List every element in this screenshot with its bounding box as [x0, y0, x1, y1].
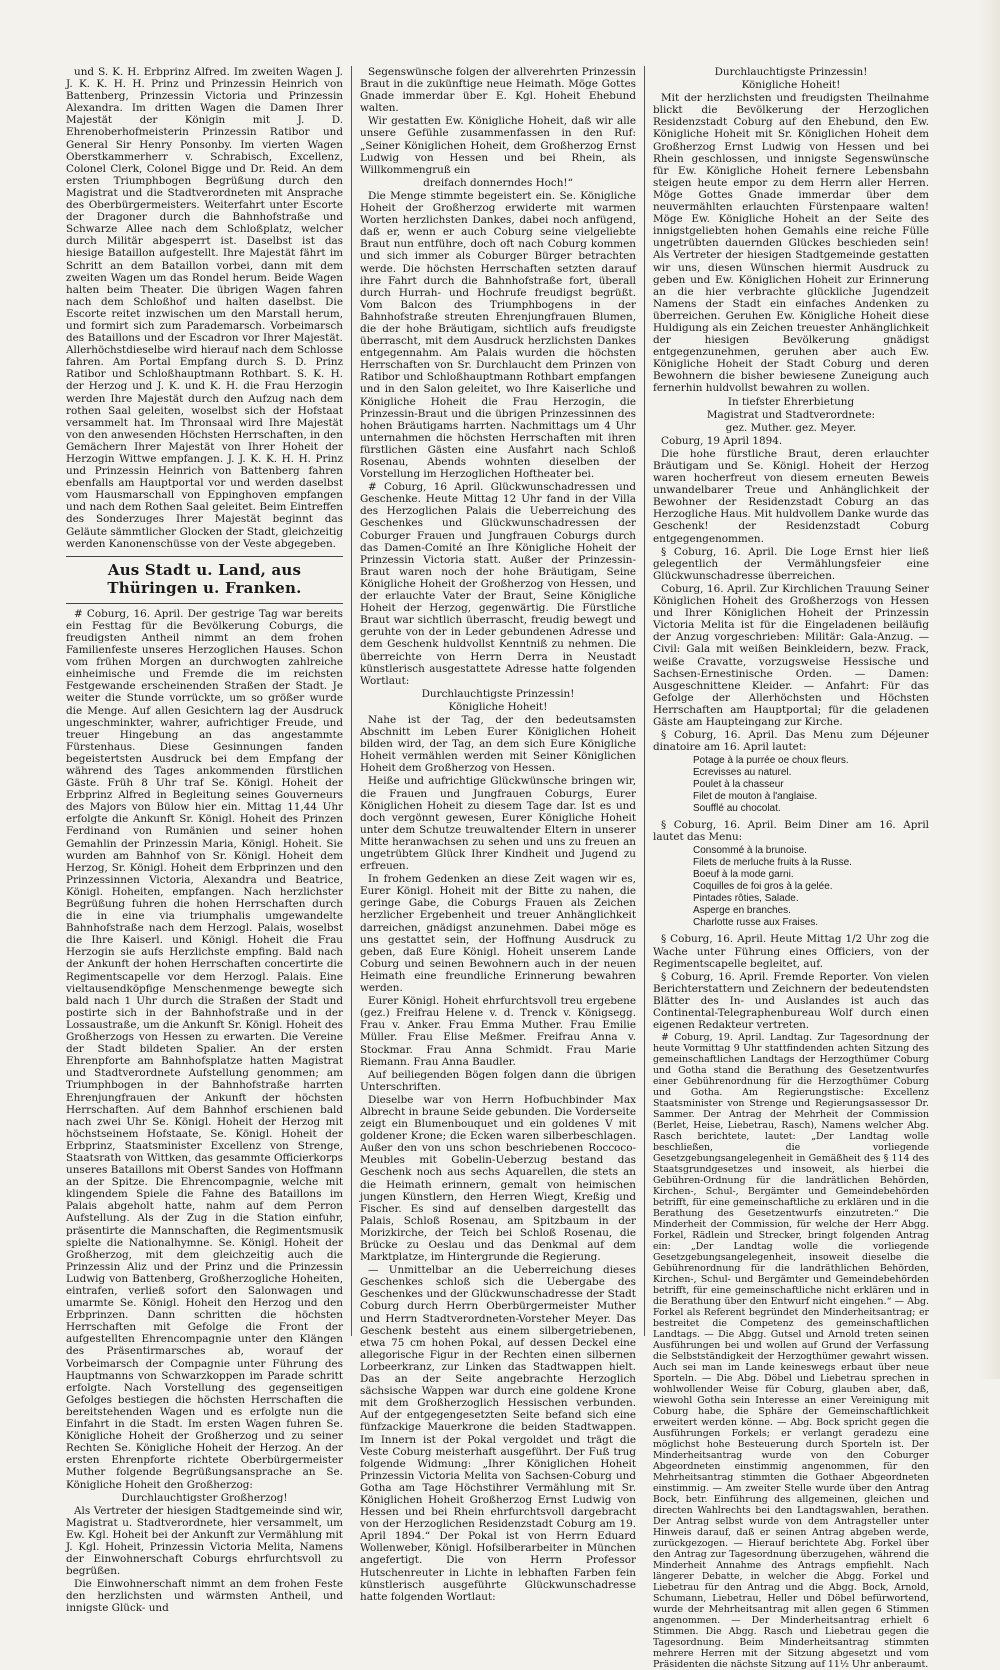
paragraph: und S. K. H. Erbprinz Alfred. Im zweiten Wagen J. J. K. K. H. H. Prinz und Prinzessin Heinrich von Battenberg, Prinzessin Victoria und Prinzessin Alexandra. Im dritten Wagen die Damen Ihrer Majestät der Königin mit J. D. Ehrenoberhofmeisterin Prinzessin Ratibor und General Sir Henry Ponsonby. Im vierten Wagen Oberstkammerherr v. Schrabisch, Excellenz, Colonel Clerk, Colonel Bigge und Dr. Reid. An dem ersten Triumphbogen Begrüßung durch den Magistrat und die Stadtverordneten mit Ansprache des Oberbürgermeisters. Weiterfahrt unter Escorte der Dragoner durch die Bahnhofstraße und Schwarze Allee nach dem Schloßplatz, welcher durch Militär abgesperrt ist. Daselbst ist das hiesige Bataillon aufgestellt. Ihre Majestät fährt im Schritt an dem Bataillon vorbei, dann mit dem zweiten Wagen um das Rondel herum. Beide Wagen halten beim Theater. Die übrigen Wagen fahren nach dem Schloßhof und halten daselbst. Die Escorte reitet inzwischen um den Marstall herum, und formirt sich zum Parademarsch. Vorbeimarsch des Bataillons und der Escadron vor Ihrer Majestät. Allerhöchstdieselbe wird hierauf nach dem Schlosse fahren. Am Portal Empfang durch S. D. Prinz Ratibor und Schloßhauptmann Rothbart. S. K. H. der Herzog und J. K. und K. H. die Frau Herzogin werden Ihre Majestät durch den Aufzug nach dem rothen Saal geleiten, woselbst sich der Hofstaat versammelt hat. Im Thronsaal wird Ihre Majestät von den anwesenden Höchsten Herrschaften, in den Gemächern Ihrer Majestät von Ihrer Hoheit der Herzogin Wittwe empfangen. J. J. K. K. H. H. Prinz und Prinzessin Heinrich von Battenberg fahren ebenfalls am Hauptportal vor und werden daselbst vom Hausmarschall von Eppinghoven empfangen und nach dem Rothen Saal geleitet. Beim Eintreffen des Sonderzuges Ihrer Majestät beginnt das Geläute sämmtlicher Glocken der Stadt, gleichzeitig werden Kanonenschüsse von der Veste abgegeben.: [66, 66, 343, 550]
menu-item: Pintades rôties, Salade.: [693, 893, 799, 905]
menu-item: Coquilles de foi gros à la gelée.: [693, 881, 833, 893]
paragraph: # Coburg, 16 April. Glückwunschadressen und Geschenke. Heute Mittag 12 Uhr fand in der Villa des Herzoglichen Palais die Ueberreichung des Geschenkes und Glückwunschadressen der Coburger Frauen und Jungfrauen Coburgs durch das Damen-Comité an Ihre Königliche Hoheit der Prinzessin Victoria statt. Außer der Prinzessin-Braut waren noch der hohe Bräutigam, Seine Königliche Hoheit der Großherzog von Hessen, und der erlauchte Vater der Braut, Seine Königliche Hoheit der Herzog, gegenwärtig. Die Fürstliche Braut war sichtlich überrascht, freudig bewegt und geruhte von der in Leder gebundenen Adresse und dem Geschenk huldvollst Kenntniß zu nehmen. Die überreichte von Herrn Derra in Neustadt künstlerisch ausgestattete Adresse hatte folgenden Wortlaut:: [360, 481, 636, 687]
menu-item: Potage à la purrée oe choux fleurs.: [693, 755, 849, 767]
column-3: [644, 66, 937, 1670]
paragraph: Heiße und aufrichtige Glückwünsche bringen wir, die Frauen und Jungfrauen Coburgs, Eurer Königlichen Hoheit zu diesem Tage dar. Ist es und doch vergönnt gewesen, Eurer Königliche Hoheit unter dem Schutze treuwaltender Eltern in unserer Mitte heranwachsen zu sehen und uns zu freuen an ungetrübtem Glück Ihrer Kindheit und Jugend zu erfreuen.: [360, 775, 636, 873]
paragraph: Als Vertreter der hiesigen Stadtgemeinde sind wir, Magistrat u. Stadtverordnete, hier versammelt, um Ew. Kgl. Hoheit bei der Ankunft zur Vermählung mit J. Kgl. Hoheit, Prinzessin Victoria Melita, Namens der Einwohnerschaft Coburgs ehrfurchtsvoll zu begrüßen.: [66, 1504, 343, 1578]
cheer-line: dreifach donnerndes Hoch!“: [423, 176, 573, 189]
closing: Coburg, 19 April 1894.: [661, 434, 783, 447]
paragraph: § Coburg, 16. April. Die Loge Ernst hier ließ gelegentlich der Vermählungsfeier eine Glückwunschadresse überreichen.: [653, 545, 929, 582]
paragraph: Mit der herzlichsten und freudigsten Theilnahme blickt die Bevölkerung der Herzoglichen Residenzstadt Coburg auf den Ehebund, den Ew. Königliche Hoheit mit Sr. Königlichen Hoheit dem Großherzog Ernst Ludwig von Hessen und bei Rhein geschlossen, und innigste Segenswünsche für Ew. Königliche Hoheit fernere Lebensbahn steigen heute empor zu dem Herrn aller Herren. Möge Gottes Gnade immerdar über dem neuvermählten erlauchten Fürstenpaare walten! Möge Ew. Königliche Hoheit an der Seite des innigstgeliebten hohen Gemahls eine reiche Fülle ungetrübten dauernden Glückes beschieden sein! Als Vertreter der hiesigen Stadtgemeinde gestatten wir uns, diesen Wünschen hiermit Ausdruck zu geben und Ew. Königlichen Hoheit zur Erinnerung an die hier verbrachte glückliche Jugendzeit Namens der Stadt ein einfaches Andenken zu überreichen. Geruhen Ew. Königliche Hoheit diese Huldigung als ein Zeichen treuester Anhänglichkeit der hiesigen Bevölkerung gnädigst entgegenzunehmen, geruhen aber auch Ew. Königliche Hoheit der Stadt Coburg und deren Bewohnern die bisher bewiesene Zuneigung auch fernerhin huldvollst bewahren zu wollen.: [653, 92, 929, 395]
menu-item: Filet de mouton à l'anglaise.: [693, 791, 818, 803]
divider: [66, 603, 343, 604]
menu-item: Filets de merluche fruits à la Russe.: [693, 857, 852, 869]
paragraph: In frohem Gedenken an diese Zeit wagen wir es, Eurer Königl. Hoheit mit der Bitte zu nahen, die geringe Gabe, die Coburgs Frauen als Zeichen herzlicher Ergebenheit und treuer Anhänglichkeit darreichen, gnädigst anzunehmen. Dabei möge es uns gestattet sein, der Hoffnung Ausdruck zu geben, daß Eure Königl. Hoheit unserem Lande Coburg und seinen Bewohnern auch in der neuen Heimath eine freundliche Erinnerung bewahren werden.: [360, 873, 636, 995]
paragraph: Dieselbe war von Herrn Hofbuchbinder Max Albrecht in braune Seide gebunden. Die Vorderseite zeigt ein Blumenbouquet und ein goldenes V mit goldener Krone; die Ecken waren silberbeschlagen. Außer den von uns schon beschriebenen Roccoco-Meubles mit Gobelin-Ueberzug bestand das Geschenk noch aus sechs Aquarellen, die stets an die Heimath erinnern, gemalt von heimischen jungen Künstlern, den Herren Wiegt, Kreßig und Fischer. Es sind auf denselben dargestellt das Palais, Schloß Rosenau, am Spitzbaum in der Morizkirche, der Teich bei Schloß Rosenau, die Brücke zu Oeslau und das Denkmal auf dem Marktplatze, im Hintergrunde die Regierung.: [360, 1093, 636, 1264]
signatures: Eurer Königl. Hoheit ehrfurchtsvoll treu ergebene (gez.) Freifrau Helene v. d. Trenck v. Königsegg. Frau v. Anker. Frau Emma Muther. Frau Emilie Müller. Frau Elise Meßmer. Freifrau Anna v. Stockmar. Frau Anna Schmidt. Frau Marie Riemann. Frau Anna Baudler.: [360, 995, 636, 1068]
paragraph: Die Einwohnerschaft nimmt an dem frohen Feste den herzlichsten und wärmsten Antheil, und innigste Glück- und: [66, 1578, 343, 1615]
divider: [66, 556, 343, 557]
menu-item: Charlotte russe aux Fraises.: [693, 917, 819, 929]
columns: [58, 66, 970, 1670]
page-edge-shadow: [978, 0, 1000, 1379]
menu-item: Boeuf à la mode garni.: [693, 869, 794, 881]
column-2: [351, 66, 644, 1603]
menu-item: Soufflé au chocolat.: [693, 803, 781, 815]
salutation: Durchlauchtigste Prinzessin!: [714, 66, 868, 78]
salutation: Durchlauchtigster Großherzog!: [121, 1491, 288, 1504]
column-1: [58, 66, 351, 1615]
paragraph: Segenswünsche folgen der allverehrten Prinzessin Braut in die zukünftige neue Heimath. Möge Gottes Gnade immerdar über E. Kgl. Hoheit Ehebund walten.: [360, 66, 636, 115]
closing: gez. Muther. gez. Meyer.: [725, 421, 857, 434]
menu-item: Asperge en branches.: [693, 905, 791, 917]
menu-item: Poulet à la chasseur: [693, 779, 784, 791]
paragraph: § Coburg, 16. April. Beim Diner am 16. April lautet das Menu:: [653, 819, 929, 844]
paragraph: § Coburg, 16. April. Das Menu zum Déjeuner dinatoire am 16. April lautet:: [653, 729, 929, 754]
paragraph: Die Menge stimmte begeistert ein. Se. Königliche Hoheit der Großherzog erwiderte mit warmen Worten herzlichsten Dankes, dabei noch anfügend, daß er, wenn er auch Coburg seine vielgeliebte Braut nun entführe, doch oft nach Coburg kommen und sich immer als Coburger Bürger betrachten werde. Die höchsten Herrschaften setzten darauf ihre Fahrt durch die Bahnhofstraße fort, überall durch Hurrah- und Hochrufe freudigst begrüßt. Vom Balcon des Triumphbogens in der Bahnhofstraße streuten Ehrenjungfrauen Blumen, die der hohe Bräutigam, sichtlich aufs freudigste überrascht, mit dem Ausdruck herzlichsten Dankes entgegennahm. Am Palais wurden die höchsten Herrschaften von Sr. Durchlaucht dem Prinzen von Ratibor und Schloßhauptmann Rothbart empfangen und in den Salon geleitet, wo Ihre Kaiserliche und Königliche Hoheit die Frau Herzogin, die Prinzessin-Braut und die übrigen Prinzessinnen des hohen Bräutigams harrten. Nachmittags um 4 Uhr unternahmen die höchsten Herrschaften mit ihren fürstlichen Gästen eine Ausfahrt nach Schloß Rosenau, Abends wohnten dieselben der Vorstellung im Herzoglichen Hoftheater bei.: [360, 189, 636, 481]
menu-list: [693, 845, 929, 929]
paragraph: § Coburg, 16. April. Heute Mittag 1/2 Uhr zog die Wache unter Führung eines Officiers, von der Regimentscapelle begleitet, auf.: [653, 933, 929, 970]
menu-list: [693, 755, 929, 815]
paragraph: Coburg, 16. April. Zur Kirchlichen Trauung Seiner Königlichen Hoheit des Großherzogs von Hessen und Ihrer Königlichen Hoheit der Prinzessin Victoria Melita ist für die Eingeladenen beiläufig der Anzug vorgeschrieben: Militär: Gala-Anzug. — Civil: Gala mit weißen Beinkleidern, bezw. Frack, weiße Cravatte, vorzugsweise Hessische und Sachsen-Ernestinische Orden. — Damen: Ausgeschnittene Kleider. — Anfahrt: Für das Gefolge der Allerhöchsten und Höchsten Herrschaften am Hauptportal; für die geladenen Gäste am Haupteingang zur Kirche.: [653, 582, 929, 728]
closing: Magistrat und Stadtverordnete:: [706, 408, 876, 421]
paragraph: Nahe ist der Tag, der den bedeutsamsten Abschnitt im Leben Eurer Königlichen Hoheit bilden wird, der Tag, an dem sich Eure Königliche Hoheit vermählen werden mit Seiner Königlichen Hoheit dem Großherzog von Hessen.: [360, 713, 636, 775]
salutation: Durchlauchtigste Prinzessin!: [421, 687, 575, 700]
paragraph: # Coburg, 16. April. Der gestrige Tag war bereits ein Festtag für die Bevölkerung Coburgs, die freudigsten Antheil nimmt an dem frohen Familienfeste unseres Herzoglichen Hauses. Schon vom frühen Morgen an durchwogten zahlreiche einheimische und Fremde die im reichsten Festgewande erscheinenden Straßen der Stadt. Je weiter die Stunde vorrückte, um so größer wurde die Menge. Auf allen Gesichtern lag der Ausdruck ungeschminkter, wahrer, aufrichtiger Freude, und treuer Hingebung an das angestammte Fürstenhaus. Diese Gesinnungen fanden begeistertsten Ausdruck bei dem Empfang der während des Tages ankommenden fürstlichen Gäste. Früh 8 Uhr traf Se. Königl. Hoheit der Erbprinz Alfred in Begleitung seines Gouverneurs des Majors von Bülow hier ein. Mittag 11,44 Uhr erfolgte die Ankunft Sr. Königl. Hoheit des Prinzen Ferdinand von Rumänien und seiner hohen Gemahlin der Prinzessin Maria, Königl. Hoheit. Sie wurden am Bahnhof von Sr. Königl. Hoheit dem Herzog, Sr. Königl. Hoheit dem Erbprinzen und den Prinzessinnen Victoria, Alexandra und Beatrice, Königl. Hoheiten, empfangen. Nach herzlichster Begrüßung fuhren die hohen Herrschaften durch die in eine via triumphalis umgewandelte Bahnhofstraße nach dem Herzogl. Palais, woselbst die Ihre Kaiserl. und Königl. Hoheit die Frau Herzogin sie aufs Herzlichste empfing. Bald nach der Ankunft der hohen Herrschaften concertirte die Regimentscapelle vor dem Herzogl. Palais. Eine vieltausendköpfige Menschenmenge bewegte sich bald nach 1 Uhr durch die Straßen der Stadt und postirte sich in der Bahnhofstraße und in der Lossaustraße, um die Ankunft Sr. Königl. Hoheit des Großherzogs von Hessen zu erwarten. Die Vereine der Stadt bildeten Spalier. An der ersten Ehrenpforte am Bahnhofsplatze hatten Magistrat und Stadtverordnete Aufstellung genommen; am Triumphbogen in der Bahnhofstraße harrten Ehrenjungfrauen der Ankunft der höchsten Herrschaften. Auf dem Bahnhof erschienen bald nach zwei Uhr Se. Königl. Hoheit der Herzog mit höchstseinem Hofstaate, Se. Königl. Hoheit der Erbprinz, Staatsminister Excellenz von Strenge, Staatsrath von Wittken, das gesammte Officierkorps unseres Bataillons mit Oberst Sandes von Hoffmann an der Spitze. Die Ehrencompagnie, welche mit klingendem Spiele die Fahne des Bataillons im Palais abgeholt hatte, nahm auf dem Perron Aufstellung. Als der Zug in die Station einfuhr, präsentirte die Mannschaften, die Regimentsmusik spielte die Nationalhymne. Se. Königl. Hoheit der Großherzog, mit dem gleichzeitig auch die Prinzessin Aliz und der Prinz und die Prinzessin Ludwig von Battenberg, Großherzogliche Hoheiten, eintrafen, verließ sofort den Salonwagen und umarmte Se. Königl. Hoheit den Herzog und den Erbprinzen. Dann schritten die höchsten Herrschaften mit Gefolge die Front der aufgestellten Ehrencompagnie unter den Klängen des Präsentirmarsches ab, worauf der Vorbeimarsch der Compagnie unter Führung des Hauptmanns von Schwarzkoppen im Parade schritt erfolgte. Nach Vorstellung des gegenseitigen Gefolges bestiegen die höchsten Herrschaften die bereitstehenden Wagen und es erfolgte nun die Einfahrt in die Stadt. Im ersten Wagen fuhren Se. Königliche Hoheit der Großherzog und zu seiner Rechten Se. Königliche Hoheit der Herzog. An der ersten Ehrenpforte richtete Oberbürgermeister Muther folgende Begrüßungsansprache an Se. Königliche Hoheit den Großherzog:: [66, 607, 343, 1491]
menu-item: Ecrevisses au naturel.: [693, 767, 792, 779]
menu-item: Consommé à la brunoise.: [693, 845, 807, 857]
paragraph: — Unmittelbar an die Ueberreichung dieses Geschenkes schloß sich die Uebergabe des Geschenkes und der Glückwunschadresse der Stadt Coburg durch Herrn Oberbürgermeister Muther und Herrn Stadtverordneten-Vorsteher Meyer. Das Geschenk besteht aus einem silbergetriebenen, etwa 75 cm hohen Pokal, auf dessen Deckel eine allegorische Figur in der Rechten einen silbernen Lorbeerkranz, zur Linken das Stadtwappen hielt. Das an der Seite angebrachte Herzoglich sächsische Wappen war durch eine goldene Krone mit dem Großherzoglich Hessischen verbunden. Auf der entgegengesetzten Seite befand sich eine fünfzackige Mauerkrone die beiden Stadtwappen. Im Innern ist der Pokal vergoldet und trägt die Veste Coburg meisterhaft ausgeführt. Der Fuß trug folgende Widmung: „Ihrer Königlichen Hoheit Prinzessin Victoria Melita von Sachsen-Coburg und Gotha am Tage Höchstihrer Vermählung mit Sr. Königlichen Hoheit Großherzog Ernst Ludwig von Hessen und bei Rhein ehrfurchtsvoll dargebracht von der Herzoglichen Residenzstadt Coburg am 19. April 1894.“ Der Pokal ist von Herrn Eduard Wollenweber, Königl. Hofsilberarbeiter in München angefertigt. Die von Herrn Professor Hutschenreuter in Lichte in lebhaften Farben fein künstlerisch ausgeführte Glückwunschadresse hatte folgenden Wortlaut:: [360, 1264, 636, 1603]
salutation: Königliche Hoheit!: [448, 700, 548, 713]
salutation: Königliche Hoheit!: [741, 79, 841, 92]
paragraph: Die hohe fürstliche Braut, deren erlauchter Bräutigam und Se. Königl. Hoheit der Herzog waren hocherfreut von diesem erneuten Beweis unwandelbarer Treue und Anhänglichkeit der Bewohner der Residenzstadt Coburg an das Herzogliche Haus. Mit huldvollem Danke wurde das Geschenk! der Residenzstadt Coburg entgegengenommen.: [653, 447, 929, 545]
closing: In tiefster Ehrerbietung: [727, 395, 855, 408]
paragraph: # Coburg, 19. April. Landtag. Zur Tagesordnung der heute Vormittag 9 Uhr stattfindenden achten Sitzung des gemeinschaftlichen Landtags der Herzogthümer Coburg und Gotha stand die Berathung des Gesetzentwurfes einer Gebührenordnung für die Herzogthümer Coburg und Gotha. Am Regierungstische: Excellenz Staatsminister von Strenge und Regierungsassessor Dr. Sammer. Der Antrag der Mehrheit der Commission (Berlet, Heise, Liebetrau, Rasch), Namens welcher Abg. Rasch berichtete, lautet: „Der Landtag wolle beschließen, die vorliegende Gesetzgebungsangelegenheit in Gemäßheit des § 114 des Staatsgrundgesetzes und insoweit, als hierbei die Gebühren-Ordnung für die landrätlichen Behörden, Kirchen-, Schul-, Bergämter und Gemeindebehörden betrifft, für eine gemeinschaftliche zu erklären und in die Berathung des Gesetzentwurfs einzutreten.“ Die Minderheit der Commission, für welche der Herr Abgg. Forkel, Rädlein und Strecker, bringt folgenden Antrag ein: „Der Landtag wolle die vorliegende Gesetzgebungsangelegenheit, insoweit dieselbe die Gebührenordnung für die landräthlichen Behörden, Kirchen-, Schul- und Bergämter und Gemeindebehörden betrifft, für eine gemeinschaftliche nicht erklären und in die Berathung über den Entwurf nicht eingehen.“ — Abg. Forkel als Referent begründet den Minderheitsantrag; er bestreitet die Competenz des gemeinschaftlichen Landtags. — Die Abgg. Gutsel und Arnold treten seinen Ausführungen bei und wollen auf Grund der Verfassung die Selbstständigkeit der Herzogthümer gewahrt wissen. Auch sei man im Lande keineswegs erbaut über neue Sporteln. — Die Abg. Döbel und Liebetrau sprechen in wohlwollender Weise für Coburg, glauben aber, daß, wiewohl Gotha sein Interesse an einer Vereinigung mit Coburg habe, die Sphäre der Gemeinschaftlichkeit erweitert werden könne. — Abg. Bock spricht gegen die Ausführungen Forkels; er verlangt geradezu eine möglichst hohe Besteuerung durch Sporteln ist. Der Minderheitsantrag wurde von den Coburger Abgeordneten einstimmig angenommen, für den Mehrheitsantrag stimmten die Gothaer Abgeordneten einstimmig. — Am zweiter Stelle wurde über den Antrag Bock, betr. Einführung des allgemeinen, gleichen und directen Wahlrechts bei den Landtagswahlen, berathen. Der Antrag selbst wurde von dem Antragsteller unter Hinweis darauf, daß er seinen Antrag abgeben werde, zurückgezogen. — Hierauf berichtete Abg. Forkel über den Antrag zur Tagesordnung überzugehen, während die Minderheit Annahme des Antrags empfiehlt. Nach längerer Debatte, in welcher die Abgg. Forkel und Liebetrau für den Antrag und die Abgg. Bock, Arnold, Schumann, Liebetrau, Heller und Döbel befürwortend, wurde der Mehrheitsantrag mit allen gegen 6 Stimmen angenommen. — Der Minderheitsantrag erhielt 6 Stimmen. Die Abgg. Rasch und Liebetrau gegen die Tagesordnung. Beim Minderheitsantrag stimmten mehrere Herren mit der Sitzung abgesetzt und vom Präsidenten die nächste Sitzung auf 11½ Uhr anberaumt.: [653, 1032, 929, 1670]
paragraph: Wir gestatten Ew. Königliche Hoheit, daß wir alle unsere Gefühle zusammenfassen in den Ruf: „Seiner Königlichen Hoheit, dem Großherzog Ernst Ludwig von Hessen und bei Rhein, als Willkommengruß ein: [360, 115, 636, 176]
section-heading: Aus Stadt u. Land, aus Thüringen u. Franken.: [107, 560, 302, 597]
paragraph: § Coburg, 16. April. Fremde Reporter. Von vielen Berichterstattern und Zeichnern der bedeutendsten Blätter des In- und Auslandes ist auch das Continental-Telegraphenbureau Wolf durch einen eigenen Redakteur vertreten.: [653, 970, 929, 1032]
paragraph: Auf beiliegenden Bögen folgen dann die übrigen Unterschriften.: [360, 1068, 636, 1093]
